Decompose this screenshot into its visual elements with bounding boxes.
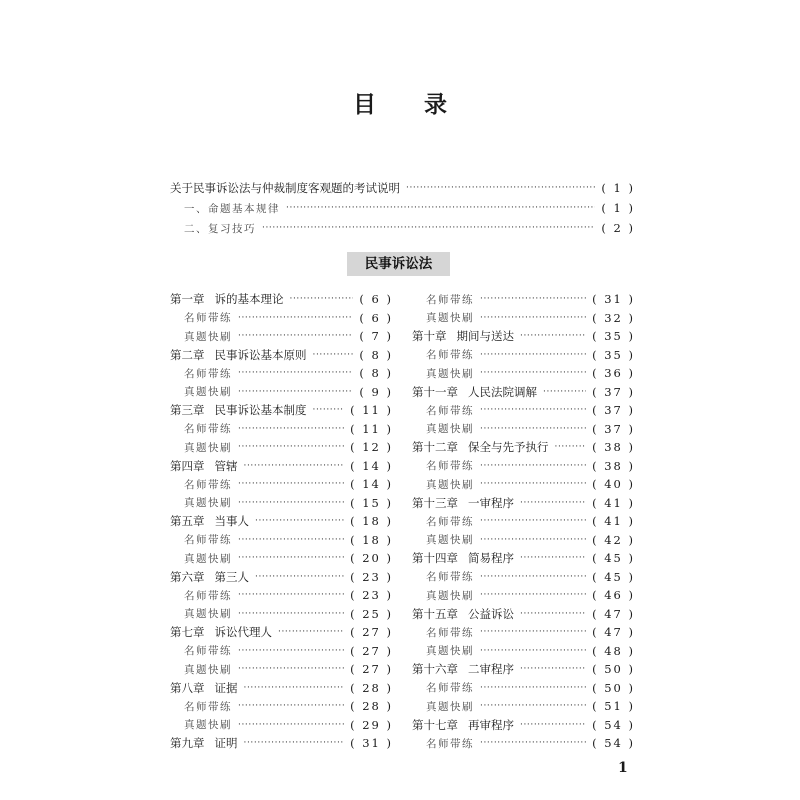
toc-page-ref: ( 40 ) bbox=[592, 477, 635, 492]
toc-entry-title: 二审程序 bbox=[468, 662, 514, 677]
toc-entry[interactable] bbox=[412, 438, 635, 457]
toc-subentry[interactable] bbox=[412, 364, 635, 383]
toc-page-ref: ( 47 ) bbox=[592, 606, 635, 621]
toc-entry-title: 名师带练 bbox=[184, 700, 232, 713]
dot-leader bbox=[480, 700, 586, 712]
dot-leader bbox=[238, 552, 344, 564]
toc-entry[interactable] bbox=[170, 679, 393, 698]
toc-entry[interactable] bbox=[412, 494, 635, 513]
dot-leader bbox=[313, 349, 354, 361]
toc-entry-label bbox=[170, 680, 238, 696]
toc-page-ref: ( 36 ) bbox=[592, 366, 635, 381]
toc-entry-label bbox=[412, 588, 474, 603]
toc-page-ref: ( 23 ) bbox=[350, 569, 393, 584]
dot-leader bbox=[520, 330, 586, 342]
dot-leader bbox=[238, 497, 344, 509]
toc-entry-title: 简易程序 bbox=[468, 551, 514, 566]
toc-page-ref: ( 11 ) bbox=[350, 403, 393, 418]
dot-leader bbox=[244, 460, 345, 472]
toc-entry-label bbox=[412, 643, 474, 658]
toc-entry-title: 真题快刷 bbox=[426, 367, 474, 380]
dot-leader bbox=[238, 367, 353, 379]
dot-leader bbox=[480, 626, 586, 638]
toc-entry-label bbox=[412, 477, 474, 492]
dot-leader bbox=[520, 719, 586, 731]
toc-entry-label bbox=[170, 513, 249, 529]
toc-subentry[interactable] bbox=[170, 660, 393, 679]
toc-entry[interactable] bbox=[412, 660, 635, 679]
toc-entry[interactable] bbox=[412, 605, 635, 624]
toc-entry-label bbox=[170, 310, 232, 325]
toc-page-ref: ( 42 ) bbox=[592, 532, 635, 547]
dot-leader bbox=[238, 663, 344, 675]
toc-entry-label bbox=[412, 661, 514, 677]
toc-page-ref: ( 1 ) bbox=[601, 201, 635, 215]
toc-entry-title: 当事人 bbox=[214, 514, 249, 529]
toc-subentry[interactable] bbox=[170, 420, 393, 439]
toc-subentry[interactable] bbox=[170, 218, 635, 238]
dot-leader bbox=[480, 682, 586, 694]
dot-leader bbox=[480, 737, 586, 749]
toc-subentry[interactable] bbox=[170, 716, 393, 735]
toc-page-ref: ( 14 ) bbox=[350, 477, 393, 492]
toc-entry-label bbox=[412, 403, 474, 418]
toc-entry-label bbox=[412, 328, 514, 344]
toc-subentry[interactable] bbox=[170, 531, 393, 550]
dot-leader bbox=[238, 534, 344, 546]
toc-entry-title: 名师带练 bbox=[184, 312, 232, 325]
toc-entry-title: 真题快刷 bbox=[184, 608, 232, 621]
toc-entry-title: 真题快刷 bbox=[184, 441, 232, 454]
toc-page-ref: ( 20 ) bbox=[350, 551, 393, 566]
dot-leader bbox=[520, 663, 586, 675]
toc-entry[interactable] bbox=[170, 734, 393, 753]
toc-page-ref: ( 41 ) bbox=[592, 495, 635, 510]
dot-leader bbox=[480, 423, 586, 435]
toc-entry-title: 公益诉讼 bbox=[468, 606, 514, 621]
dot-leader bbox=[543, 386, 586, 398]
toc-entry[interactable] bbox=[412, 716, 635, 735]
toc-subentry[interactable] bbox=[412, 697, 635, 716]
toc-subentry[interactable] bbox=[412, 586, 635, 605]
toc-page-ref: ( 7 ) bbox=[359, 329, 393, 344]
toc-page-ref: ( 27 ) bbox=[350, 643, 393, 658]
toc-entry-title: 一、命题基本规律 bbox=[184, 202, 280, 215]
toc-entry-label bbox=[412, 680, 474, 695]
chapter-number: 第十三章 bbox=[412, 495, 458, 510]
toc-entry-title: 真题快刷 bbox=[184, 663, 232, 676]
toc-entry-title: 真题快刷 bbox=[426, 700, 474, 713]
toc-entry-title: 关于民事诉讼法与仲裁制度客观题的考试说明 bbox=[170, 181, 400, 195]
dot-leader bbox=[238, 478, 344, 490]
toc-entry-title: 证明 bbox=[214, 736, 238, 751]
toc-page-ref: ( 32 ) bbox=[592, 310, 635, 325]
toc-subentry[interactable] bbox=[170, 642, 393, 661]
toc-entry-label bbox=[170, 569, 249, 585]
chapter-number: 第五章 bbox=[170, 514, 205, 529]
toc-entry-label bbox=[170, 458, 238, 474]
toc-subentry[interactable] bbox=[170, 586, 393, 605]
toc-page-ref: ( 25 ) bbox=[350, 606, 393, 621]
dot-leader bbox=[480, 515, 586, 527]
toc-entry-label bbox=[170, 180, 400, 196]
dot-leader bbox=[238, 441, 344, 453]
toc-page-ref: ( 27 ) bbox=[350, 625, 393, 640]
toc-entry-label bbox=[412, 347, 474, 362]
toc-subentry[interactable] bbox=[412, 401, 635, 420]
dot-leader bbox=[480, 645, 586, 657]
chapter-number: 第十一章 bbox=[412, 384, 458, 399]
dot-leader bbox=[480, 460, 586, 472]
chapter-number: 第四章 bbox=[170, 458, 205, 473]
toc-entry-title: 真题快刷 bbox=[426, 645, 474, 658]
toc-entry-title: 真题快刷 bbox=[426, 589, 474, 602]
dot-leader bbox=[480, 589, 586, 601]
toc-entry-label bbox=[170, 366, 232, 381]
toc-subentry[interactable] bbox=[170, 549, 393, 568]
toc-page-ref: ( 9 ) bbox=[359, 384, 393, 399]
dot-leader bbox=[238, 645, 344, 657]
dot-leader bbox=[238, 700, 344, 712]
toc-right-column bbox=[412, 290, 635, 753]
toc-entry-title: 名师带练 bbox=[426, 682, 474, 695]
toc-entry-title: 名师带练 bbox=[184, 645, 232, 658]
toc-entry-title: 名师带练 bbox=[184, 423, 232, 436]
toc-entry-title: 民事诉讼基本原则 bbox=[214, 347, 307, 362]
title-char-1: 目 bbox=[353, 91, 376, 118]
chapter-number: 第十四章 bbox=[412, 551, 458, 566]
toc-entry-label bbox=[170, 532, 232, 547]
intro-section bbox=[170, 178, 635, 238]
dot-leader bbox=[286, 202, 595, 214]
toc-page-ref: ( 12 ) bbox=[350, 440, 393, 455]
chapter-number: 第九章 bbox=[170, 736, 205, 751]
toc-page-ref: ( 8 ) bbox=[359, 347, 393, 362]
toc-subentry[interactable] bbox=[170, 364, 393, 383]
toc-page-ref: ( 6 ) bbox=[359, 292, 393, 307]
toc-page-ref: ( 48 ) bbox=[592, 643, 635, 658]
toc-page-ref: ( 1 ) bbox=[601, 181, 635, 195]
dot-leader bbox=[480, 349, 586, 361]
toc-page-ref: ( 8 ) bbox=[359, 366, 393, 381]
dot-leader bbox=[238, 330, 353, 342]
toc-page-ref: ( 41 ) bbox=[592, 514, 635, 529]
dot-leader bbox=[290, 293, 354, 305]
toc-subentry[interactable] bbox=[170, 327, 393, 346]
toc-subentry[interactable] bbox=[412, 531, 635, 550]
toc-page-ref: ( 45 ) bbox=[592, 551, 635, 566]
toc-subentry[interactable] bbox=[170, 697, 393, 716]
toc-subentry[interactable] bbox=[412, 290, 635, 309]
toc-page-ref: ( 28 ) bbox=[350, 680, 393, 695]
chapter-number: 第一章 bbox=[170, 292, 205, 307]
toc-entry-title: 真题快刷 bbox=[426, 478, 474, 491]
toc-page-ref: ( 47 ) bbox=[592, 625, 635, 640]
toc-subentry[interactable] bbox=[412, 475, 635, 494]
dot-leader bbox=[520, 608, 586, 620]
toc-entry-title: 名师带练 bbox=[184, 478, 232, 491]
toc-page-ref: ( 18 ) bbox=[350, 532, 393, 547]
toc-page-ref: ( 6 ) bbox=[359, 310, 393, 325]
toc-page-ref: ( 50 ) bbox=[592, 662, 635, 677]
chapter-number: 第十章 bbox=[412, 329, 447, 344]
toc-page-ref: ( 14 ) bbox=[350, 458, 393, 473]
toc-entry-label bbox=[170, 588, 232, 603]
toc-subentry[interactable] bbox=[412, 420, 635, 439]
toc-page-ref: ( 11 ) bbox=[350, 421, 393, 436]
toc-subentry[interactable] bbox=[170, 605, 393, 624]
toc-entry-label bbox=[412, 458, 474, 473]
dot-leader bbox=[480, 293, 586, 305]
chapter-number: 第三章 bbox=[170, 403, 205, 418]
toc-entry[interactable] bbox=[412, 549, 635, 568]
dot-leader bbox=[313, 404, 345, 416]
toc-entry-label bbox=[412, 569, 474, 584]
dot-leader bbox=[255, 515, 344, 527]
toc-entry-title: 名师带练 bbox=[426, 293, 474, 306]
dot-leader bbox=[480, 534, 586, 546]
toc-page-ref: ( 37 ) bbox=[592, 403, 635, 418]
toc-entry-label bbox=[412, 514, 474, 529]
toc-entry[interactable] bbox=[412, 327, 635, 346]
chapter-number: 第二章 bbox=[170, 347, 205, 362]
toc-entry-label bbox=[170, 402, 307, 418]
page-title bbox=[0, 86, 800, 119]
toc-entry-title: 名师带练 bbox=[426, 460, 474, 473]
toc-entry-title: 名师带练 bbox=[426, 626, 474, 639]
toc-entry-title: 二、复习技巧 bbox=[184, 222, 256, 235]
toc-entry-label bbox=[412, 495, 514, 511]
dot-leader bbox=[262, 222, 595, 234]
toc-entry-title: 真题快刷 bbox=[184, 497, 232, 510]
toc-entry-label bbox=[412, 606, 514, 622]
toc-page-ref: ( 23 ) bbox=[350, 588, 393, 603]
toc-entry-title: 期间与送达 bbox=[456, 329, 514, 344]
toc-entry-label bbox=[170, 495, 232, 510]
toc-entry-label bbox=[412, 310, 474, 325]
toc-subentry[interactable] bbox=[170, 494, 393, 513]
toc-entry-title: 名师带练 bbox=[426, 515, 474, 528]
toc-entry-title: 保全与先予执行 bbox=[468, 440, 549, 455]
toc-subentry[interactable] bbox=[412, 512, 635, 531]
toc-entry-label bbox=[412, 625, 474, 640]
toc-entry-label bbox=[170, 201, 280, 216]
toc-page-ref: ( 31 ) bbox=[350, 736, 393, 751]
dot-leader bbox=[480, 478, 586, 490]
toc-page-ref: ( 37 ) bbox=[592, 421, 635, 436]
toc-page-ref: ( 29 ) bbox=[350, 717, 393, 732]
toc-entry-label bbox=[170, 421, 232, 436]
toc-entry-label bbox=[170, 735, 238, 751]
toc-page-ref: ( 54 ) bbox=[592, 736, 635, 751]
dot-leader bbox=[238, 312, 353, 324]
toc-entry-title: 人民法院调解 bbox=[468, 384, 537, 399]
toc-entry-label bbox=[412, 292, 474, 307]
chapter-number: 第八章 bbox=[170, 680, 205, 695]
toc-page-ref: ( 27 ) bbox=[350, 662, 393, 677]
toc-entry-label bbox=[412, 736, 474, 751]
toc-entry-label bbox=[170, 662, 232, 677]
toc-subentry[interactable] bbox=[170, 383, 393, 402]
toc-entry-title: 真题快刷 bbox=[426, 423, 474, 436]
toc-entry-title: 真题快刷 bbox=[426, 312, 474, 325]
toc-entry-label bbox=[412, 421, 474, 436]
section-heading: 民事诉讼法 bbox=[347, 252, 450, 276]
dot-leader bbox=[244, 737, 345, 749]
toc-entry-title: 民事诉讼基本制度 bbox=[214, 403, 307, 418]
toc-page-ref: ( 46 ) bbox=[592, 588, 635, 603]
toc-page-ref: ( 51 ) bbox=[592, 699, 635, 714]
toc-page-ref: ( 38 ) bbox=[592, 458, 635, 473]
toc-entry[interactable] bbox=[170, 401, 393, 420]
toc-subentry[interactable] bbox=[170, 309, 393, 328]
toc-subentry[interactable] bbox=[412, 642, 635, 661]
dot-leader bbox=[278, 626, 344, 638]
toc-entry[interactable] bbox=[170, 457, 393, 476]
toc-entry-label bbox=[170, 221, 256, 236]
toc-entry[interactable] bbox=[170, 623, 393, 642]
dot-leader bbox=[244, 682, 345, 694]
toc-entry-title: 证据 bbox=[214, 680, 238, 695]
chapter-number: 第七章 bbox=[170, 625, 205, 640]
toc-page-ref: ( 50 ) bbox=[592, 680, 635, 695]
toc-page-ref: ( 54 ) bbox=[592, 717, 635, 732]
toc-entry-label bbox=[170, 643, 232, 658]
toc-entry-title: 真题快刷 bbox=[184, 552, 232, 565]
toc-page-ref: ( 35 ) bbox=[592, 347, 635, 362]
toc-page-ref: ( 15 ) bbox=[350, 495, 393, 510]
toc-page-ref: ( 31 ) bbox=[592, 292, 635, 307]
dot-leader bbox=[480, 312, 586, 324]
toc-entry-label bbox=[170, 551, 232, 566]
toc-page-ref: ( 37 ) bbox=[592, 384, 635, 399]
dot-leader bbox=[480, 367, 586, 379]
chapter-number: 第六章 bbox=[170, 569, 205, 584]
toc-page-ref: ( 38 ) bbox=[592, 440, 635, 455]
toc-entry-label bbox=[170, 699, 232, 714]
toc-entry-label bbox=[412, 439, 549, 455]
toc-entry-label bbox=[170, 440, 232, 455]
toc-entry-label bbox=[412, 550, 514, 566]
toc-entry-title: 一审程序 bbox=[468, 495, 514, 510]
toc-entry[interactable] bbox=[170, 512, 393, 531]
toc-subentry[interactable] bbox=[170, 438, 393, 457]
toc-entry-label bbox=[170, 347, 307, 363]
toc-entry-label bbox=[412, 532, 474, 547]
toc-entry-label bbox=[412, 366, 474, 381]
toc-entry-title: 诉讼代理人 bbox=[214, 625, 272, 640]
chapter-number: 第十六章 bbox=[412, 662, 458, 677]
dot-leader bbox=[238, 608, 344, 620]
toc-entry-title: 名师带练 bbox=[426, 404, 474, 417]
dot-leader bbox=[555, 441, 587, 453]
toc-entry-title: 名师带练 bbox=[184, 534, 232, 547]
chapter-number: 第十二章 bbox=[412, 440, 458, 455]
toc-entry-title: 名师带练 bbox=[426, 349, 474, 362]
toc-page-ref: ( 28 ) bbox=[350, 699, 393, 714]
toc-entry-label bbox=[170, 606, 232, 621]
toc-entry-title: 第三人 bbox=[214, 569, 249, 584]
toc-entry-title: 名师带练 bbox=[184, 367, 232, 380]
toc-entry-label bbox=[170, 624, 272, 640]
chapter-number: 第十七章 bbox=[412, 717, 458, 732]
toc-entry-label bbox=[412, 717, 514, 733]
toc-entry-title: 真题快刷 bbox=[184, 330, 232, 343]
dot-leader bbox=[520, 552, 586, 564]
toc-entry[interactable] bbox=[412, 383, 635, 402]
toc-subentry[interactable] bbox=[412, 734, 635, 753]
toc-page-ref: ( 2 ) bbox=[601, 221, 635, 235]
dot-leader bbox=[238, 719, 344, 731]
toc-entry-title: 再审程序 bbox=[468, 717, 514, 732]
toc-entry[interactable] bbox=[170, 290, 393, 309]
toc-entry-label bbox=[170, 384, 232, 399]
toc-entry-title: 真题快刷 bbox=[426, 534, 474, 547]
toc-subentry[interactable] bbox=[412, 623, 635, 642]
toc-entry-label bbox=[412, 699, 474, 714]
toc-subentry[interactable] bbox=[170, 198, 635, 218]
toc-entry-title: 名师带练 bbox=[426, 737, 474, 750]
toc-page-ref: ( 45 ) bbox=[592, 569, 635, 584]
dot-leader bbox=[238, 589, 344, 601]
chapter-number: 第十五章 bbox=[412, 606, 458, 621]
dot-leader bbox=[480, 404, 586, 416]
dot-leader bbox=[520, 497, 586, 509]
toc-entry-title: 管辖 bbox=[214, 458, 238, 473]
title-char-2: 录 bbox=[424, 91, 447, 118]
toc-subentry[interactable] bbox=[170, 475, 393, 494]
dot-leader bbox=[255, 571, 344, 583]
toc-entry-label bbox=[170, 717, 232, 732]
page-number: 1 bbox=[618, 760, 628, 776]
dot-leader bbox=[480, 571, 586, 583]
toc-subentry[interactable] bbox=[412, 346, 635, 365]
dot-leader bbox=[406, 182, 595, 194]
toc-entry-label bbox=[170, 329, 232, 344]
toc-entry-title: 名师带练 bbox=[184, 589, 232, 602]
toc-entry[interactable] bbox=[170, 346, 393, 365]
toc-entry[interactable] bbox=[170, 568, 393, 587]
toc-subentry[interactable] bbox=[412, 309, 635, 328]
toc-entry-label bbox=[170, 291, 284, 307]
toc-left-column bbox=[170, 290, 393, 753]
toc-entry-label bbox=[412, 384, 537, 400]
toc-entry-title: 名师带练 bbox=[426, 571, 474, 584]
toc-entry-title: 真题快刷 bbox=[184, 386, 232, 399]
dot-leader bbox=[238, 386, 353, 398]
toc-entry-title: 真题快刷 bbox=[184, 719, 232, 732]
toc-entry[interactable] bbox=[170, 178, 635, 198]
toc-entry-label bbox=[170, 477, 232, 492]
toc-page-ref: ( 35 ) bbox=[592, 329, 635, 344]
dot-leader bbox=[238, 423, 344, 435]
toc-subentry[interactable] bbox=[412, 457, 635, 476]
toc-page-ref: ( 18 ) bbox=[350, 514, 393, 529]
toc-subentry[interactable] bbox=[412, 679, 635, 698]
toc-entry-title: 诉的基本理论 bbox=[214, 292, 284, 307]
toc-subentry[interactable] bbox=[412, 568, 635, 587]
